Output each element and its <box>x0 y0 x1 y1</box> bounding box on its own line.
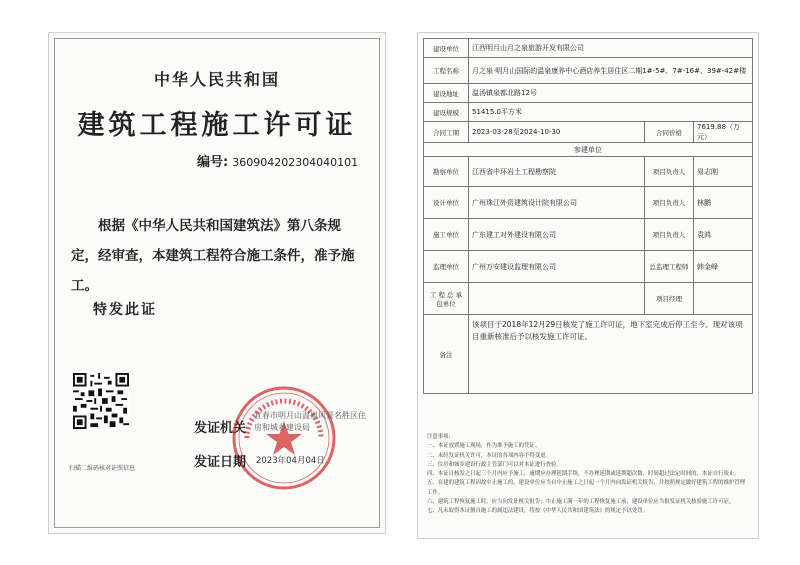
supervise-value: 广州万安建设监理有限公司 <box>469 251 645 283</box>
list-item: 一、本证放置施工现场，作为准予施工的凭证。 <box>427 443 541 450</box>
certificate-left-page <box>48 32 386 534</box>
survey-value: 江西省中环岩土工程勘察院 <box>469 157 645 187</box>
design-lead-label: 项目负责人 <box>645 187 694 219</box>
country-heading: 中华人民共和国 <box>153 70 280 89</box>
general-contractor-value <box>469 283 645 315</box>
survey-lead-label: 项目负责人 <box>645 157 694 187</box>
general-contractor-label: 工 程 总 承包单位 <box>424 283 469 315</box>
scale-value: 51415.0平方米 <box>469 103 753 122</box>
project-info-table <box>423 38 753 394</box>
table-row <box>424 39 753 58</box>
number-label: 编号: <box>197 155 229 170</box>
supervise-lead-value: 韩金峰 <box>694 251 753 283</box>
supervise-lead-label: 总监理工程师 <box>645 251 694 283</box>
construct-label: 施工单位 <box>424 219 469 251</box>
table-row <box>424 122 753 143</box>
certificate-right-page <box>417 32 759 539</box>
price-value: 7619.88（万元） <box>694 122 753 143</box>
project-manager-label: 项目经理 <box>645 283 694 315</box>
table-row <box>424 143 753 157</box>
period-label: 合同工期 <box>424 122 469 143</box>
number-value: 360904202304040101 <box>232 156 359 169</box>
project-manager-value <box>694 283 753 315</box>
certificate-body-text: 根据《中华人民共和国建筑法》第八条规定，经审查，本建筑工程符合施工条件，准予施工。 <box>71 218 355 294</box>
table-row <box>424 315 753 394</box>
table-row <box>424 84 753 103</box>
construct-lead-label: 项目负责人 <box>645 219 694 251</box>
notes-section <box>423 433 753 517</box>
construct-lead-value: 袁鸿 <box>694 219 753 251</box>
table-row <box>424 58 753 84</box>
table-row <box>424 283 753 315</box>
table-row <box>424 187 753 219</box>
qr-code-icon <box>73 373 129 429</box>
builder-label: 建设单位 <box>424 39 469 58</box>
supervise-label: 监理单位 <box>424 251 469 283</box>
scale-label: 建设规模 <box>424 103 469 122</box>
design-lead-value: 林鹏 <box>694 187 753 219</box>
remarks-label: 备注 <box>424 315 469 394</box>
project-label: 工程名称 <box>424 58 469 84</box>
participants-header: 参建单位 <box>424 143 753 157</box>
certificate-title: 建筑工程施工许可证 <box>77 110 357 141</box>
issue-date-label: 发证日期 <box>194 455 247 470</box>
project-value: 月之泉·明月山国际的温泉康养中心酒店养生居住区二期1#-5#、7#-16#、39#-42#楼 <box>469 58 753 84</box>
construct-value: 广东建工对外建设有限公司 <box>469 219 645 251</box>
price-label: 合同价格 <box>645 122 694 143</box>
table-row <box>424 157 753 187</box>
survey-lead-value: 易志刚 <box>694 157 753 187</box>
special-issue-text: 特发此证 <box>93 302 157 318</box>
issuer-label: 发证机关 <box>194 421 247 436</box>
issuer-value: 宜春市明月山温泉风景名胜区住房和城乡建设局 <box>254 411 366 432</box>
design-label: 设计单位 <box>424 187 469 219</box>
table-row <box>424 251 753 283</box>
list-item: 五、在建的建筑工程因故中止施工的，建设单位应当自中止施工之日起一个月内向发证机关报告，并按照规定做好建筑工程的维护管理工作。 <box>427 480 746 496</box>
notes-title: 注意事项: <box>427 434 451 440</box>
list-item: 三、住房和城乡建设行政主管部门可以对本证进行查验。 <box>427 461 562 468</box>
remarks-value: 该项目于2018年12月29日核发了施工许可证，地下室完成后停工至今。现对该项目重新核准后予以核发施工许可证。 <box>469 315 753 394</box>
address-label: 建设地址 <box>424 84 469 103</box>
address-value: 温汤镇泉都北路12号 <box>469 84 753 103</box>
certificate-number <box>197 151 358 170</box>
issue-date-value: 2023年04月04日 <box>256 456 325 466</box>
list-item: 二、未经发证机关许可，本证的各项内容不得变更。 <box>427 452 551 459</box>
design-value: 广州珠江外资建筑设计院有限公司 <box>469 187 645 219</box>
builder-value: 江西明月山月之泉旅游开发有限公司 <box>469 39 753 58</box>
official-seal-icon <box>229 383 339 493</box>
list-item: 四、本证自核发之日起三个月内应予施工，逾期应办理延期手续，不办理延期或延期超次数、时间超过法定时间的，本证自行废止。 <box>427 471 740 478</box>
table-row <box>424 103 753 122</box>
table-row <box>424 219 753 251</box>
qr-caption: 扫描二维码核对证照信息 <box>69 465 136 472</box>
list-item: 六、建筑工程恢复施工时，应当向发证机关报告；中止施工满一年的工程恢复施工前，建设单位应当报发证机关核验施工许可证。 <box>427 499 735 506</box>
list-item: 七、凡未取得本证擅自施工的属违法建设，将按《中华人民共和国建筑法》的规定予以处罚。 <box>427 508 649 515</box>
survey-label: 勘察单位 <box>424 157 469 187</box>
right-page-frame <box>423 38 753 533</box>
period-value: 2023-03-28至2024-10-30 <box>469 122 645 143</box>
